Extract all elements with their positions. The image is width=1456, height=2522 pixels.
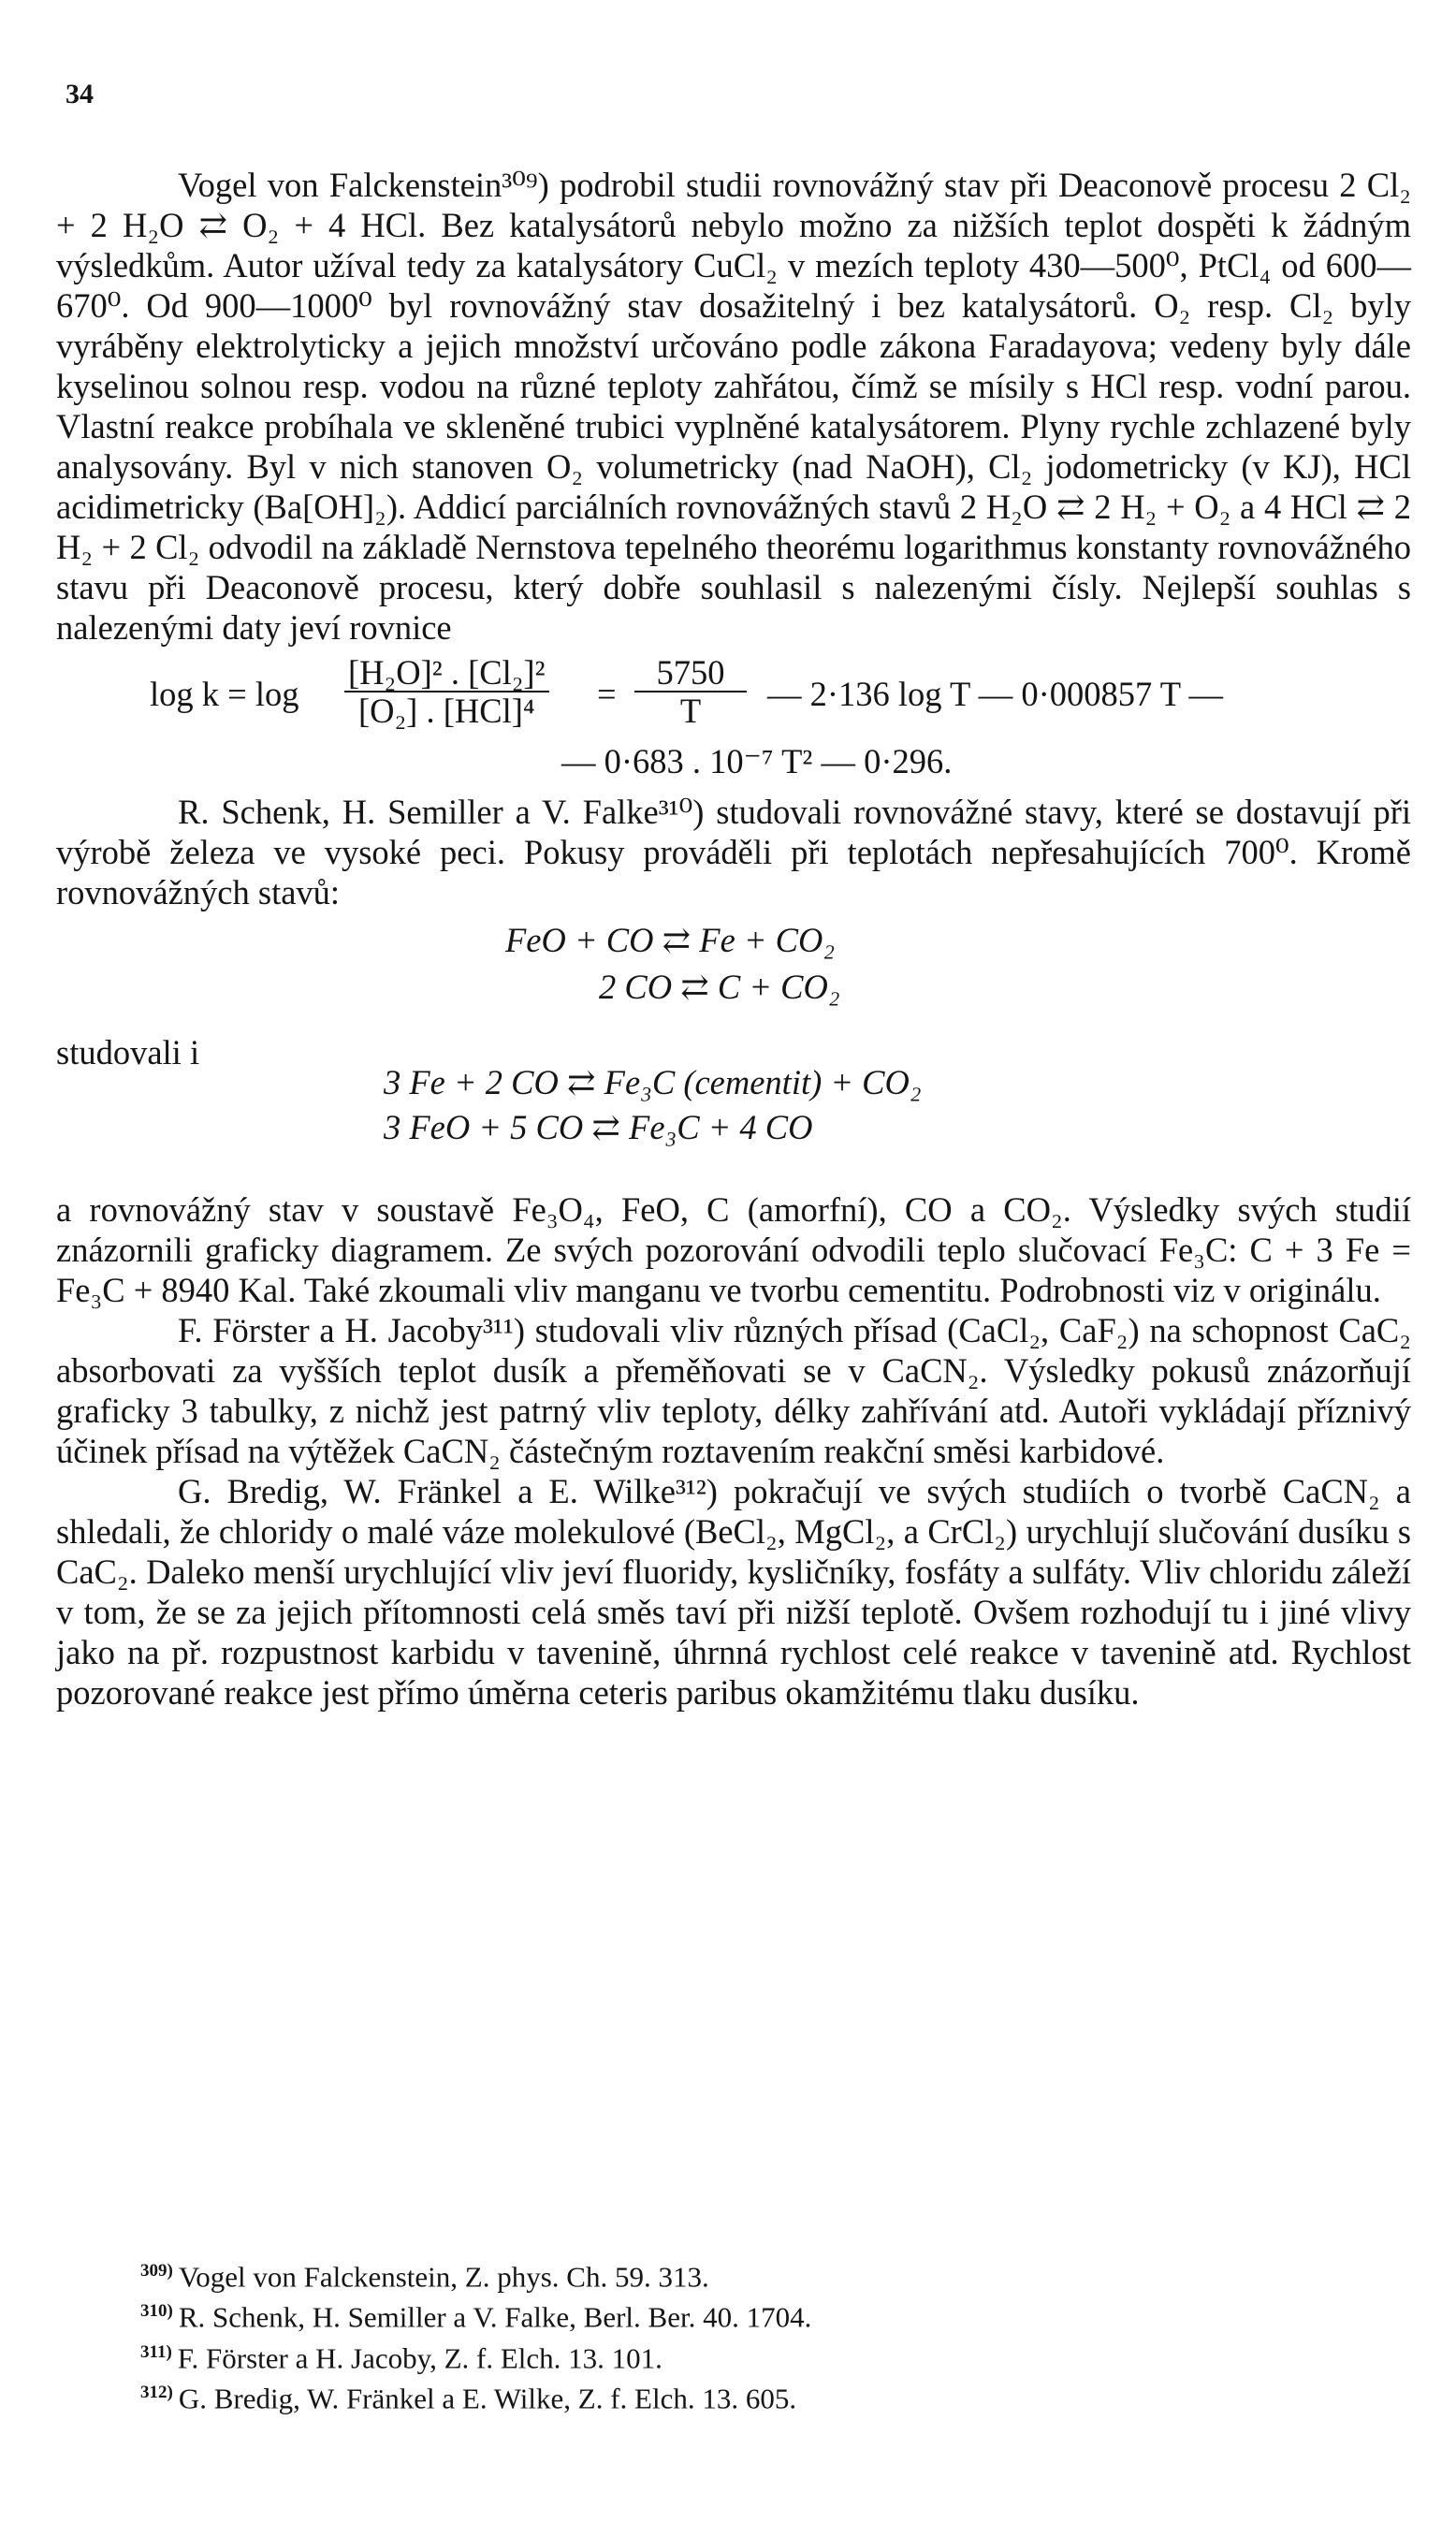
equation-row: 3 Fe + 2 CO ⇄ Fe₃C (cementit) + CO₂ bbox=[384, 1063, 922, 1101]
body-text bbox=[56, 165, 1411, 1713]
formula-terms: — 2·136 log T — 0·000857 T — bbox=[767, 675, 1224, 713]
formula-fraction-temperature bbox=[634, 655, 747, 730]
page-number: 34 bbox=[66, 79, 94, 109]
formula-continuation: — 0·683 . 10⁻⁷ T² — 0·296. bbox=[561, 742, 953, 780]
equation-row: 3 FeO + 5 CO ⇄ Fe₃C + 4 CO bbox=[384, 1108, 813, 1146]
formula-equals: = bbox=[597, 675, 617, 713]
formula-lhs: log k = log bbox=[150, 675, 299, 713]
footnote-text: R. Schenk, H. Semiller a V. Falke, Berl. Ber. 40. 1704. bbox=[178, 2300, 812, 2334]
equilibria-label: studovali i bbox=[56, 1033, 200, 1071]
fraction-numerator: [H₂O]² . [Cl₂]² bbox=[344, 655, 549, 692]
fraction-denominator: [O₂] . [HCl]⁴ bbox=[357, 692, 535, 730]
footnote bbox=[140, 2253, 811, 2294]
footnote bbox=[140, 2335, 811, 2375]
footnote-text: Vogel von Falckenstein, Z. phys. Ch. 59. 313. bbox=[178, 2260, 709, 2294]
formula-fraction-concentrations bbox=[344, 655, 549, 730]
paragraph-schenk-continued: a rovnovážný stav v soustavě Fe₃O₄, FeO, C (amorfní), CO a CO₂. Výsledky svých studií znázornili graficky diagramem. Ze svých pozorování odvodili teplo slučovací Fe₃C: C + 3 Fe = Fe₃C + 8940 Kal. Také zkoumali vliv manganu ve tvorbu cementitu. Podrobnosti viz v originálu. bbox=[56, 1190, 1411, 1309]
paragraph-forster: F. Förster a H. Jacoby³¹¹) studovali vliv různých přísad (CaCl₂, CaF₂) na schopnost CaC₂ absorbovati za vyšších teplot dusík a přeměňovati se v CaCN₂. Výsledky pokusů znázorňují graficky 3 tabulky, z nichž jest patrný vliv teploty, délky zahřívání atd. Autoři vykládají příznivý účinek přísad na výtěžek CaCN₂ částečným roztavením reakční směsi karbidové. bbox=[56, 1311, 1411, 1470]
paragraph-bredig: G. Bredig, W. Fränkel a E. Wilke³¹²) pokračují ve svých studiích o tvorbě CaCN₂ a shledali, že chloridy o malé váze molekulové (BeCl₂, MgCl₂, a CrCl₂) urychlují slučování dusíku s CaC₂. Daleko menší urychlující vliv jeví fluoridy, kysličníky, fosfáty a sulfáty. Vliv chloridu záleží v tom, že se za jejich přítomnosti celá směs taví při nižší teplotě. Ovšem rozhodují tu i jiné vlivy jako na př. rozpustnost karbidu v tavenině, úhrnná rychlost celé reakce v tavenině atd. Rychlost pozorované reakce jest přímo úměrna ceteris paribus okamžitému tlaku dusíku. bbox=[56, 1472, 1411, 1712]
log-k-formula bbox=[56, 655, 1411, 792]
paragraph-deacon-process: Vogel von Falckenstein³⁰⁹) podrobil studii rovnovážný stav při Deaconově procesu 2 Cl₂ + 2 H₂O ⇄ O₂ + 4 HCl. Bez katalysátorů nebylo možno za nižších teplot dospěti k žádným výsledkům. Autor užíval tedy za katalysátory CuCl₂ v mezích teploty 430—500⁰, PtCl₄ od 600—670⁰. Od 900—1000⁰ byl rovnovážný stav dosažitelný i bez katalysátorů. O₂ resp. Cl₂ byly vyráběny elektrolyticky a jejich množství určováno podle zákona Faradayova; vedeny byly dále kyselinou solnou resp. vodou na různé teploty zahřátou, čímž se mísily s HCl resp. vodní parou. Vlastní reakce probíhala ve skleněné trubici vyplněné katalysátorem. Plyny rychle zchlazené byly analysovány. Byl v nich stanoven O₂ volumetricky (nad NaOH), Cl₂ jodometricky (v KJ), HCl acidimetricky (Ba[OH]₂). Addicí parciálních rovnovážných stavů 2 H₂O ⇄ 2 H₂ + O₂ a 4 HCl ⇄ 2 H₂ + 2 Cl₂ odvodil na základě Nernstova tepelného theorému logarithmus konstanty rovnovážného stavu při Deaconově procesu, který dobře souhlasil s nalezenými čísly. Nejlepší souhlas s nalezenými daty jeví rovnice bbox=[56, 166, 1411, 647]
footnote-mark: 312) bbox=[140, 2382, 173, 2402]
paragraph-schenk: R. Schenk, H. Semiller a V. Falke³¹⁰) studovali rovnovážné stavy, které se dostavují při výrobě železa ve vysoké peci. Pokusy prováděli při teplotách nepřesahujících 700⁰. Kromě rovnovážných stavů: bbox=[56, 793, 1411, 911]
fraction-denominator: T bbox=[679, 692, 702, 730]
footnote-mark: 311) bbox=[140, 2341, 172, 2362]
footnote-mark: 310) bbox=[140, 2301, 173, 2322]
equation-row: 2 CO ⇄ C + CO₂ bbox=[599, 968, 840, 1006]
equation-row: FeO + CO ⇄ Fe + CO₂ bbox=[505, 921, 836, 959]
footnote-text: G. Bredig, W. Fränkel a E. Wilke, Z. f. Elch. 13. 605. bbox=[178, 2382, 797, 2415]
fraction-numerator: 5750 bbox=[634, 655, 747, 692]
equilibria-block bbox=[56, 920, 1411, 1182]
footnote-mark: 309) bbox=[140, 2261, 173, 2281]
footnote bbox=[140, 2294, 811, 2334]
footnote-text: F. Förster a H. Jacoby, Z. f. Elch. 13. 101. bbox=[177, 2340, 662, 2374]
footnotes bbox=[140, 2253, 811, 2415]
footnote bbox=[140, 2375, 811, 2415]
